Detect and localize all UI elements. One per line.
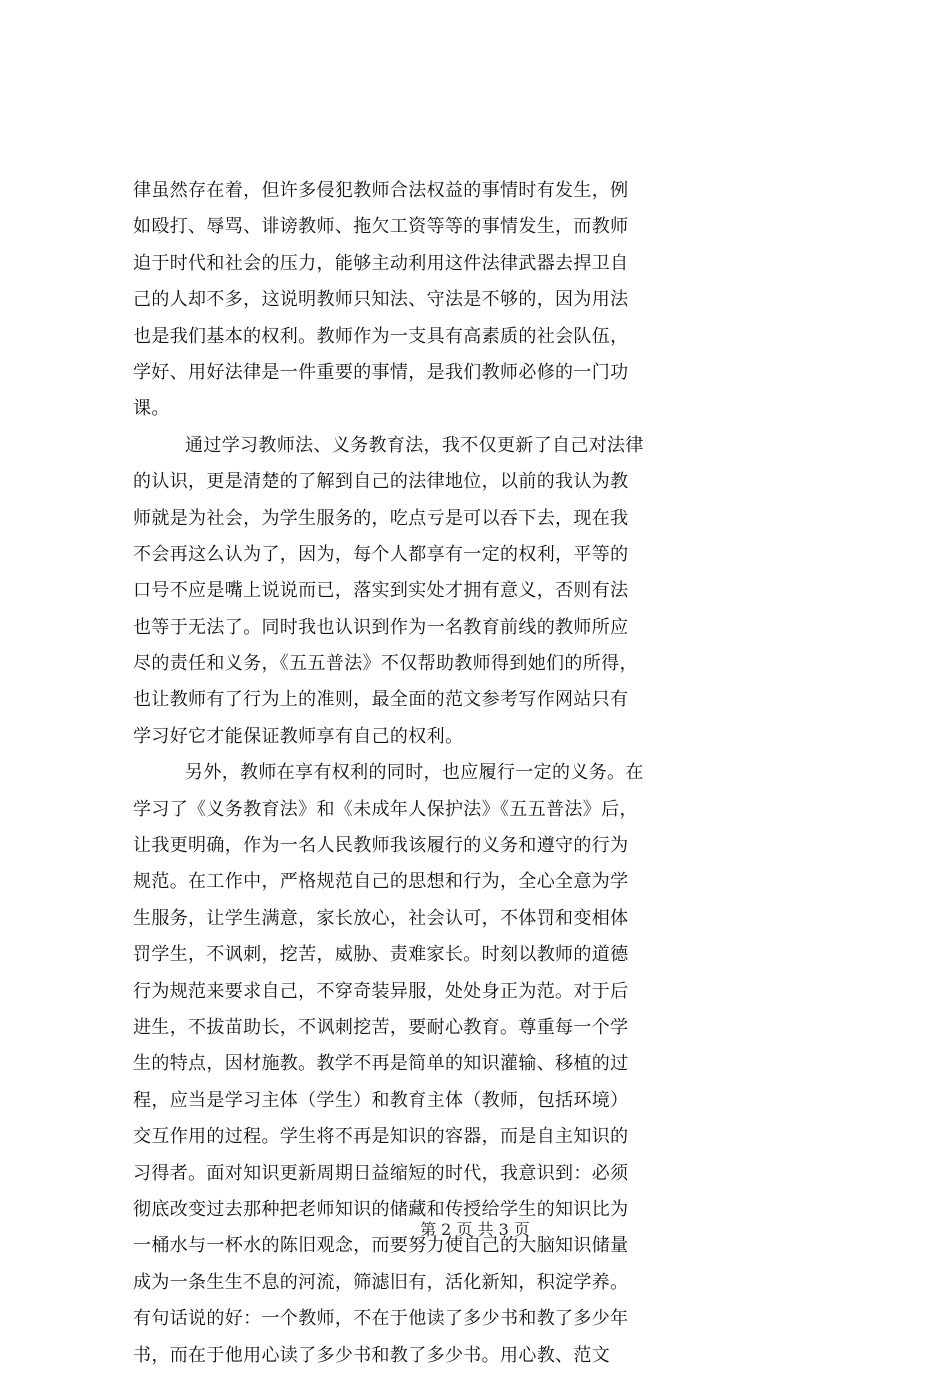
text-line: 口号不应是嘴上说说而已，落实到实处才拥有意义，否则有法	[133, 580, 629, 602]
text-line: 也等于无法了。同时我也认识到作为一名教育前线的教师所应	[133, 616, 629, 638]
text-line: 迫于时代和社会的压力，能够主动利用这件法律武器去捍卫自	[133, 252, 629, 274]
page-footer: 第 2 页 共 3 页	[420, 1220, 530, 1239]
text-line: 不会再这么认为了，因为，每个人都享有一定的权利，平等的	[133, 543, 629, 565]
text-line: 尽的责任和义务，《五五普法》不仅帮助教师得到她们的所得，	[133, 653, 638, 675]
text-line: 习得者。面对知识更新周期日益缩短的时代，我意识到：必须	[133, 1162, 629, 1184]
text-line: 有句话说的好：一个教师，不在于他读了多少书和教了多少年	[133, 1308, 629, 1330]
text-line: 律虽然存在着，但许多侵犯教师合法权益的事情时有发生，例	[133, 180, 629, 201]
text-line: 学习好它才能保证教师享有自己的权利。	[133, 725, 464, 747]
text-line: 的认识，更是清楚的了解到自己的法律地位，以前的我认为教	[133, 471, 629, 493]
text-line: 一桶水与一杯水的陈旧观念，而要努力使自己的大脑知识储量	[133, 1235, 629, 1257]
text-line: 生的特点，因材施教。教学不再是简单的知识灌输、移植的过	[133, 1053, 629, 1075]
text-line: 进生，不拔苗助长，不讽刺挖苦，要耐心教育。尊重每一个学	[133, 1016, 629, 1038]
text-line: 也是我们基本的权利。教师作为一支具有高素质的社会队伍，	[133, 325, 629, 347]
text-line: 也让教师有了行为上的准则，最全面的范文参考写作网站只有	[133, 689, 629, 711]
text-line: 规范。在工作中，严格规范自己的思想和行为，全心全意为学	[133, 871, 629, 893]
text-line: 学习了《义务教育法》和《未成年人保护法》《五五普法》后，	[133, 798, 638, 820]
text-line: 罚学生，不讽刺，挖苦，威胁、责难家长。时刻以教师的道德	[133, 944, 629, 966]
text-line: 成为一条生生不息的河流，筛滤旧有，活化新知，积淀学养。	[133, 1271, 629, 1293]
text-line: 交互作用的过程。学生将不再是知识的容器，而是自主知识的	[133, 1126, 629, 1148]
text-line: 另外，教师在享有权利的同时，也应履行一定的义务。在	[185, 762, 644, 784]
text-line: 生服务，让学生满意，家长放心，社会认可，不体罚和变相体	[133, 907, 629, 929]
text-line: 彻底改变过去那种把老师知识的储藏和传授给学生的知识比为	[133, 1198, 629, 1220]
text-line: 己的人却不多，这说明教师只知法、守法是不够的，因为用法	[133, 289, 629, 311]
text-line: 课。	[133, 398, 170, 420]
text-line: 让我更明确，作为一名人民教师我该履行的义务和遵守的行为	[133, 835, 629, 857]
text-line: 学好、用好法律是一件重要的事情，是我们教师必修的一门功	[133, 361, 629, 383]
body-text	[133, 173, 833, 1374]
text-line: 行为规范来要求自己，不穿奇装异服，处处身正为范。对于后	[133, 980, 629, 1002]
text-line: 通过学习教师法、义务教育法，我不仅更新了自己对法律	[185, 434, 644, 456]
text-line: 书，而在于他用心读了多少书和教了多少书。用心教、范文	[133, 1344, 611, 1366]
text-line: 师就是为社会，为学生服务的，吃点亏是可以吞下去，现在我	[133, 507, 629, 529]
text-line: 程，应当是学习主体（学生）和教育主体（教师，包括环境）	[133, 1089, 629, 1111]
text-line: 如殴打、辱骂、诽谤教师、拖欠工资等等的事情发生，而教师	[133, 216, 629, 238]
